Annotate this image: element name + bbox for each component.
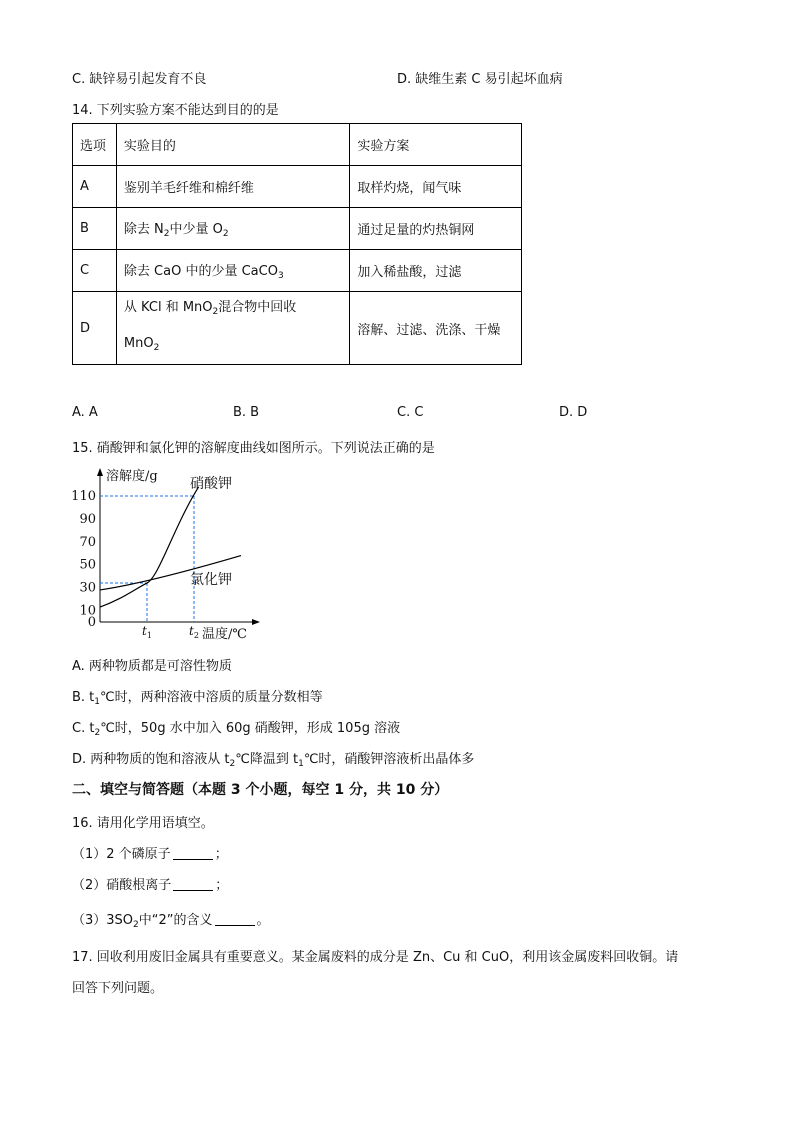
q17-line2: 回答下列问题。: [72, 981, 164, 996]
q16-part3: [72, 909, 270, 930]
table-header-row: [73, 124, 522, 166]
solubility-chart: [70, 460, 270, 642]
y-tick-label: 0: [87, 615, 96, 630]
row-plan: 加入稀盐酸，过滤: [350, 250, 522, 292]
q14-table: [72, 123, 522, 365]
row-plan: 溶解、过滤、洗涤、干燥: [350, 292, 522, 365]
q15-option-a: A. 两种物质都是可溶性物质: [72, 659, 232, 674]
table-row: [73, 250, 522, 292]
q14-answer-b: B. B: [233, 405, 260, 420]
y-axis-arrow: [97, 468, 103, 476]
x-axis-arrow: [252, 619, 260, 625]
answer-blank[interactable]: [215, 913, 255, 926]
q15-option-d: [72, 748, 474, 769]
q14-answer-c: C. C: [397, 405, 424, 420]
row-plan: 取样灼烧，闻气味: [350, 166, 522, 208]
y-tick-label: 110: [71, 489, 96, 504]
row-goal: [116, 208, 349, 250]
q14-answer-d: D. D: [559, 405, 588, 420]
option-text: ℃时，两种溶液中溶质的质量分数相等: [100, 690, 323, 705]
table-row: [73, 166, 522, 208]
row-option: C: [73, 250, 117, 292]
y-tick-label: 50: [79, 557, 96, 573]
y-axis-label: 溶解度/g: [106, 469, 158, 484]
row-goal: 鉴别羊毛纤维和棉纤维: [116, 166, 349, 208]
y-tick-label: 30: [79, 580, 96, 596]
row-option: A: [73, 166, 117, 208]
goal-text: MnO: [123, 336, 154, 351]
subscript: 1: [298, 759, 304, 769]
answer-blank[interactable]: [173, 878, 213, 891]
option-text: D. 两种物质的饱和溶液从 t: [72, 752, 230, 767]
row-goal: [116, 250, 349, 292]
header-plan: 实验方案: [350, 124, 522, 166]
row-goal: [116, 292, 349, 365]
q15-option-c: [72, 717, 400, 738]
option-text: ℃时，50g 水中加入 60g 硝酸钾，形成 105g 溶液: [100, 721, 401, 736]
header-goal: 实验目的: [116, 124, 349, 166]
goal-text: 除去 N: [123, 222, 164, 237]
part-text: （1）2 个磷原子: [72, 847, 171, 862]
table-row: [73, 208, 522, 250]
goal-text: 混合物中回收: [218, 300, 297, 315]
goal-text: 从 KCl 和 MnO: [123, 300, 213, 315]
x-tick-label: $t_1$: [142, 624, 152, 640]
subscript: 2: [222, 229, 229, 239]
subscript: 2: [212, 307, 219, 317]
x-axis-label: 温度/℃: [202, 627, 247, 642]
option-text: B. t: [72, 690, 95, 705]
option-text: C. t: [72, 721, 95, 736]
option-text: ℃时，硝酸钾溶液析出晶体多: [303, 752, 475, 767]
part-text: ；: [214, 847, 228, 862]
goal-text: 除去 CaO 中的少量 CaCO: [123, 264, 278, 279]
y-tick-label: 10: [79, 603, 96, 619]
q16-stem: 16. 请用化学用语填空。: [72, 816, 214, 831]
subscript: 2: [94, 728, 101, 738]
q14-stem: 14. 下列实验方案不能达到目的的是: [72, 103, 279, 118]
part-text: 中“2”的含义: [138, 913, 213, 928]
q13-option-c: C. 缺锌易引起发育不良: [72, 72, 207, 87]
series-label-kno3: 硝酸钾: [190, 476, 232, 492]
kno3-curve: [100, 487, 199, 607]
q15-stem: 15. 硝酸钾和氯化钾的溶解度曲线如图所示。下列说法正确的是: [72, 441, 435, 456]
option-text: ℃降温到 t: [235, 752, 299, 767]
series-label-kcl: 氯化钾: [190, 572, 232, 588]
subscript: 1: [94, 697, 101, 707]
subscript: 2: [163, 229, 170, 239]
x-tick-label: $t_2$: [189, 624, 199, 640]
part-text: （3）3SO: [72, 913, 134, 928]
q16-part1: [72, 843, 228, 862]
goal-text: 中少量 O: [169, 222, 223, 237]
subscript: 2: [133, 920, 139, 930]
row-plan: 通过足量的灼热铜网: [350, 208, 522, 250]
part-text: ；: [215, 878, 229, 893]
y-tick-label: 90: [79, 511, 96, 527]
part-text: 。: [256, 913, 270, 928]
q15-option-b: [72, 686, 323, 707]
subscript: 3: [277, 271, 284, 281]
subscript: 2: [229, 759, 236, 769]
q17-line1: 17. 回收利用废旧金属具有重要意义。某金属废料的成分是 Zn、Cu 和 CuO，利用该金属废料回收铜。请: [72, 950, 679, 965]
subscript: 2: [153, 343, 160, 353]
part-text: （2）硝酸根离子: [72, 878, 172, 893]
q13-option-d: D. 缺维生素 C 易引起坏血病: [397, 72, 563, 87]
header-option: 选项: [73, 124, 117, 166]
row-option: B: [73, 208, 117, 250]
row-option: D: [73, 292, 117, 365]
q14-answer-a: A. A: [72, 405, 98, 420]
table-row: [73, 292, 522, 365]
y-tick-label: 70: [79, 534, 96, 550]
section-title: 二、填空与简答题（本题 3 个小题，每空 1 分，共 10 分）: [72, 782, 449, 798]
answer-blank[interactable]: [173, 847, 213, 860]
q16-part2: [72, 874, 228, 893]
